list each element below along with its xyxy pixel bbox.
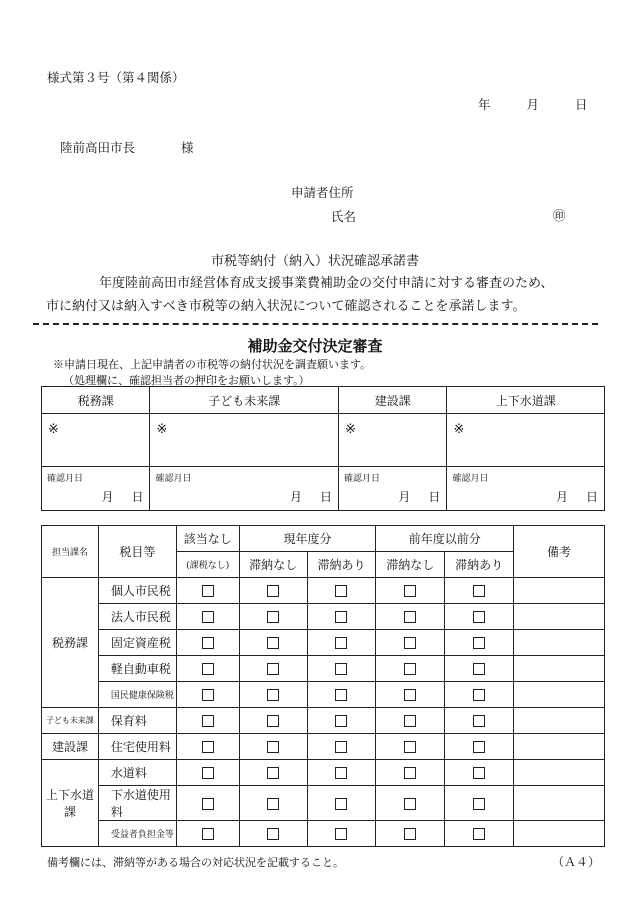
checkbox[interactable] xyxy=(473,715,485,727)
tax-item-cell: 固定資産税 xyxy=(98,630,176,656)
checkbox[interactable] xyxy=(267,828,279,840)
table-row xyxy=(42,630,605,656)
checkbox[interactable] xyxy=(473,689,485,701)
checkbox-cell[interactable] xyxy=(239,708,307,734)
checkbox[interactable] xyxy=(473,798,485,810)
checkbox-cell[interactable] xyxy=(445,630,514,656)
form-number: 様式第３号（第４関係） xyxy=(47,70,185,85)
checkbox[interactable] xyxy=(335,637,347,649)
confirm-label: 確認月日 xyxy=(452,474,489,484)
tax-status-table xyxy=(41,525,605,847)
remarks-cell[interactable] xyxy=(514,682,605,708)
checkbox-cell[interactable] xyxy=(445,760,514,786)
checkbox-cell[interactable] xyxy=(307,604,376,630)
checkbox[interactable] xyxy=(473,767,485,779)
checkbox[interactable] xyxy=(335,611,347,623)
tax-item-cell: 下水道使用料 xyxy=(98,786,176,821)
month-day: 月 日 xyxy=(289,490,332,504)
checkbox[interactable] xyxy=(267,741,279,753)
checkbox-cell[interactable] xyxy=(376,760,445,786)
checkbox[interactable] xyxy=(404,767,416,779)
checkbox[interactable] xyxy=(267,798,279,810)
table-row xyxy=(42,760,605,786)
checkbox-cell[interactable] xyxy=(307,656,376,682)
checkbox[interactable] xyxy=(335,767,347,779)
table-row xyxy=(42,821,605,847)
dept-cell: 税務課 xyxy=(42,578,99,708)
checkbox-cell[interactable] xyxy=(307,682,376,708)
checkbox[interactable] xyxy=(267,663,279,675)
checkbox[interactable] xyxy=(473,585,485,597)
checkbox[interactable] xyxy=(335,689,347,701)
remarks-cell[interactable] xyxy=(514,630,605,656)
checkbox[interactable] xyxy=(473,637,485,649)
checkbox-cell[interactable] xyxy=(239,760,307,786)
header-remarks: 備考 xyxy=(514,526,605,578)
confirm-label: 確認月日 xyxy=(47,474,84,484)
header-previous-arrears: 滞納あり xyxy=(445,552,514,578)
checkbox-cell[interactable] xyxy=(239,734,307,760)
confirm-date-cell[interactable] xyxy=(42,467,150,511)
checkbox-cell[interactable] xyxy=(376,604,445,630)
checkbox[interactable] xyxy=(202,741,214,753)
date-day: 日 xyxy=(574,97,588,112)
checkbox-cell[interactable] xyxy=(239,656,307,682)
checkbox[interactable] xyxy=(335,828,347,840)
dept-header: 税務課 xyxy=(42,387,150,414)
checkbox[interactable] xyxy=(473,828,485,840)
table-row xyxy=(42,604,605,630)
header-current-arrears: 滞納あり xyxy=(307,552,376,578)
remarks-cell[interactable] xyxy=(514,821,605,847)
checkbox-cell[interactable] xyxy=(307,578,376,604)
checkbox-cell[interactable] xyxy=(176,656,239,682)
checkbox-cell[interactable] xyxy=(376,821,445,847)
checkbox-cell[interactable] xyxy=(445,656,514,682)
checkbox-cell[interactable] xyxy=(176,604,239,630)
checkbox-cell[interactable] xyxy=(445,821,514,847)
dept-cell: 子ども未来課 xyxy=(42,708,99,734)
date-line xyxy=(478,95,587,113)
checkbox-cell[interactable] xyxy=(239,682,307,708)
month-day: 月 日 xyxy=(555,490,598,504)
checkbox-cell[interactable] xyxy=(176,682,239,708)
checkbox[interactable] xyxy=(404,585,416,597)
checkbox[interactable] xyxy=(404,663,416,675)
checkbox[interactable] xyxy=(404,715,416,727)
checkbox-cell[interactable] xyxy=(376,578,445,604)
consent-line-2: 市に納付又は納入すべき市税等の納入状況について確認されることを承諾します。 xyxy=(46,299,526,314)
checkbox[interactable] xyxy=(473,611,485,623)
remarks-cell[interactable] xyxy=(514,656,605,682)
date-year: 年 xyxy=(478,97,491,112)
checkbox[interactable] xyxy=(202,585,214,597)
checkbox[interactable] xyxy=(473,663,485,675)
checkbox-cell[interactable] xyxy=(239,578,307,604)
dept-header: 上下水道課 xyxy=(447,387,605,414)
checkbox[interactable] xyxy=(267,611,279,623)
confirm-date-cell[interactable] xyxy=(150,467,339,511)
header-none-sub: (課税なし) xyxy=(176,552,239,578)
checkbox[interactable] xyxy=(404,828,416,840)
checkbox-cell[interactable] xyxy=(307,786,376,821)
checkbox-cell[interactable] xyxy=(376,682,445,708)
table-row xyxy=(42,786,605,821)
confirm-label: 確認月日 xyxy=(343,474,380,484)
tax-item-cell: 個人市民税 xyxy=(98,578,176,604)
checkbox-cell[interactable] xyxy=(176,786,239,821)
addressee xyxy=(60,138,194,156)
checkbox[interactable] xyxy=(267,585,279,597)
mark-cell[interactable]: ※ xyxy=(447,414,605,467)
table-row xyxy=(42,682,605,708)
dept-cell: 上下水道課 xyxy=(42,760,99,847)
checkbox-cell[interactable] xyxy=(307,760,376,786)
checkbox[interactable] xyxy=(404,798,416,810)
checkbox-cell[interactable] xyxy=(239,821,307,847)
remarks-cell[interactable] xyxy=(514,578,605,604)
checkbox-cell[interactable] xyxy=(307,630,376,656)
header-current-no-arrears: 滞納なし xyxy=(239,552,307,578)
remarks-cell[interactable] xyxy=(514,708,605,734)
checkbox-cell[interactable] xyxy=(307,821,376,847)
header-previous: 前年度以前分 xyxy=(376,526,514,552)
checkbox[interactable] xyxy=(335,741,347,753)
consent-line-1: 年度陸前高田市経営体育成支援事業費補助金の交付申請に対する審査のため、 xyxy=(99,276,554,291)
mark-cell[interactable]: ※ xyxy=(150,414,339,467)
confirm-date-cell[interactable] xyxy=(447,467,605,511)
checkbox[interactable] xyxy=(202,637,214,649)
checkbox-cell[interactable] xyxy=(176,578,239,604)
tax-item-cell: 受益者負担金等 xyxy=(98,821,176,847)
dept-cell: 建設課 xyxy=(42,734,99,760)
checkbox[interactable] xyxy=(202,663,214,675)
dept-header: 子ども未来課 xyxy=(150,387,339,414)
month-day: 月 日 xyxy=(398,490,441,504)
checkbox-cell[interactable] xyxy=(176,821,239,847)
paper-size: （Ａ４） xyxy=(552,855,601,869)
checkbox-cell[interactable] xyxy=(307,708,376,734)
seal-mark: ㊞ xyxy=(553,208,566,223)
checkbox-cell[interactable] xyxy=(239,630,307,656)
checkbox[interactable] xyxy=(202,767,214,779)
review-note-1: ※申請日現在、上記申請者の市税等の納付状況を調査願います。 xyxy=(53,358,372,371)
checkbox[interactable] xyxy=(267,637,279,649)
checkbox[interactable] xyxy=(202,715,214,727)
checkbox[interactable] xyxy=(267,767,279,779)
checkbox[interactable] xyxy=(335,663,347,675)
checkbox-cell[interactable] xyxy=(376,708,445,734)
table-row xyxy=(42,734,605,760)
cut-line xyxy=(33,323,598,325)
checkbox-cell[interactable] xyxy=(307,734,376,760)
header-dept: 担当課名 xyxy=(42,526,99,578)
tax-item-cell: 保育料 xyxy=(98,708,176,734)
remarks-cell[interactable] xyxy=(514,760,605,786)
checkbox[interactable] xyxy=(335,715,347,727)
checkbox-cell[interactable] xyxy=(445,682,514,708)
tax-item-cell: 軽自動車税 xyxy=(98,656,176,682)
checkbox-cell[interactable] xyxy=(376,786,445,821)
addressee-honorific: 様 xyxy=(181,140,194,155)
checkbox[interactable] xyxy=(404,637,416,649)
checkbox[interactable] xyxy=(335,585,347,597)
confirmation-table xyxy=(41,386,605,511)
applicant-address-label: 申請者住所 xyxy=(291,185,354,200)
checkbox[interactable] xyxy=(267,715,279,727)
checkbox-cell[interactable] xyxy=(239,604,307,630)
checkbox-cell[interactable] xyxy=(176,708,239,734)
header-current: 現年度分 xyxy=(239,526,376,552)
addressee-name: 陸前高田市長 xyxy=(60,140,136,155)
checkbox[interactable] xyxy=(202,611,214,623)
checkbox[interactable] xyxy=(404,611,416,623)
checkbox-cell[interactable] xyxy=(445,708,514,734)
table-row xyxy=(42,578,605,604)
checkbox-cell[interactable] xyxy=(176,734,239,760)
checkbox-cell[interactable] xyxy=(445,734,514,760)
review-note-2: （処理欄に、確認担当者の押印をお願いします。） xyxy=(63,374,310,387)
table-row xyxy=(42,708,605,734)
checkbox[interactable] xyxy=(335,798,347,810)
remarks-cell[interactable] xyxy=(514,786,605,821)
tax-item-cell: 住宅使用料 xyxy=(98,734,176,760)
month-day: 月 日 xyxy=(101,490,144,504)
checkbox[interactable] xyxy=(267,689,279,701)
confirm-date-cell[interactable] xyxy=(338,467,446,511)
tax-item-cell: 水道料 xyxy=(98,760,176,786)
mark-cell[interactable]: ※ xyxy=(42,414,150,467)
remarks-cell[interactable] xyxy=(514,734,605,760)
checkbox-cell[interactable] xyxy=(445,786,514,821)
checkbox[interactable] xyxy=(404,689,416,701)
checkbox[interactable] xyxy=(404,741,416,753)
checkbox-cell[interactable] xyxy=(376,734,445,760)
consent-title: 市税等納付（納入）状況確認承諾書 xyxy=(210,254,419,269)
tax-item-cell: 国民健康保険税 xyxy=(98,682,176,708)
footer-note: 備考欄には、滞納等がある場合の対応状況を記載すること。 xyxy=(47,856,344,869)
checkbox[interactable] xyxy=(473,741,485,753)
date-month: 月 xyxy=(526,97,539,112)
checkbox-cell[interactable] xyxy=(176,760,239,786)
checkbox-cell[interactable] xyxy=(176,630,239,656)
dept-header: 建設課 xyxy=(338,387,446,414)
tax-item-cell: 法人市民税 xyxy=(98,604,176,630)
checkbox-cell[interactable] xyxy=(239,786,307,821)
checkbox-cell[interactable] xyxy=(445,604,514,630)
checkbox[interactable] xyxy=(202,798,214,810)
checkbox-cell[interactable] xyxy=(376,656,445,682)
checkbox[interactable] xyxy=(202,689,214,701)
checkbox-cell[interactable] xyxy=(445,578,514,604)
remarks-cell[interactable] xyxy=(514,604,605,630)
checkbox-cell[interactable] xyxy=(376,630,445,656)
mark-cell[interactable]: ※ xyxy=(338,414,446,467)
header-item: 税目等 xyxy=(98,526,176,578)
applicant-name-label: 氏名 xyxy=(331,209,357,224)
header-previous-no-arrears: 滞納なし xyxy=(376,552,445,578)
table-row xyxy=(42,656,605,682)
confirm-label: 確認月日 xyxy=(155,474,192,484)
header-none: 該当なし xyxy=(176,526,239,552)
review-title: 補助金交付決定審査 xyxy=(247,337,383,355)
checkbox[interactable] xyxy=(202,828,214,840)
